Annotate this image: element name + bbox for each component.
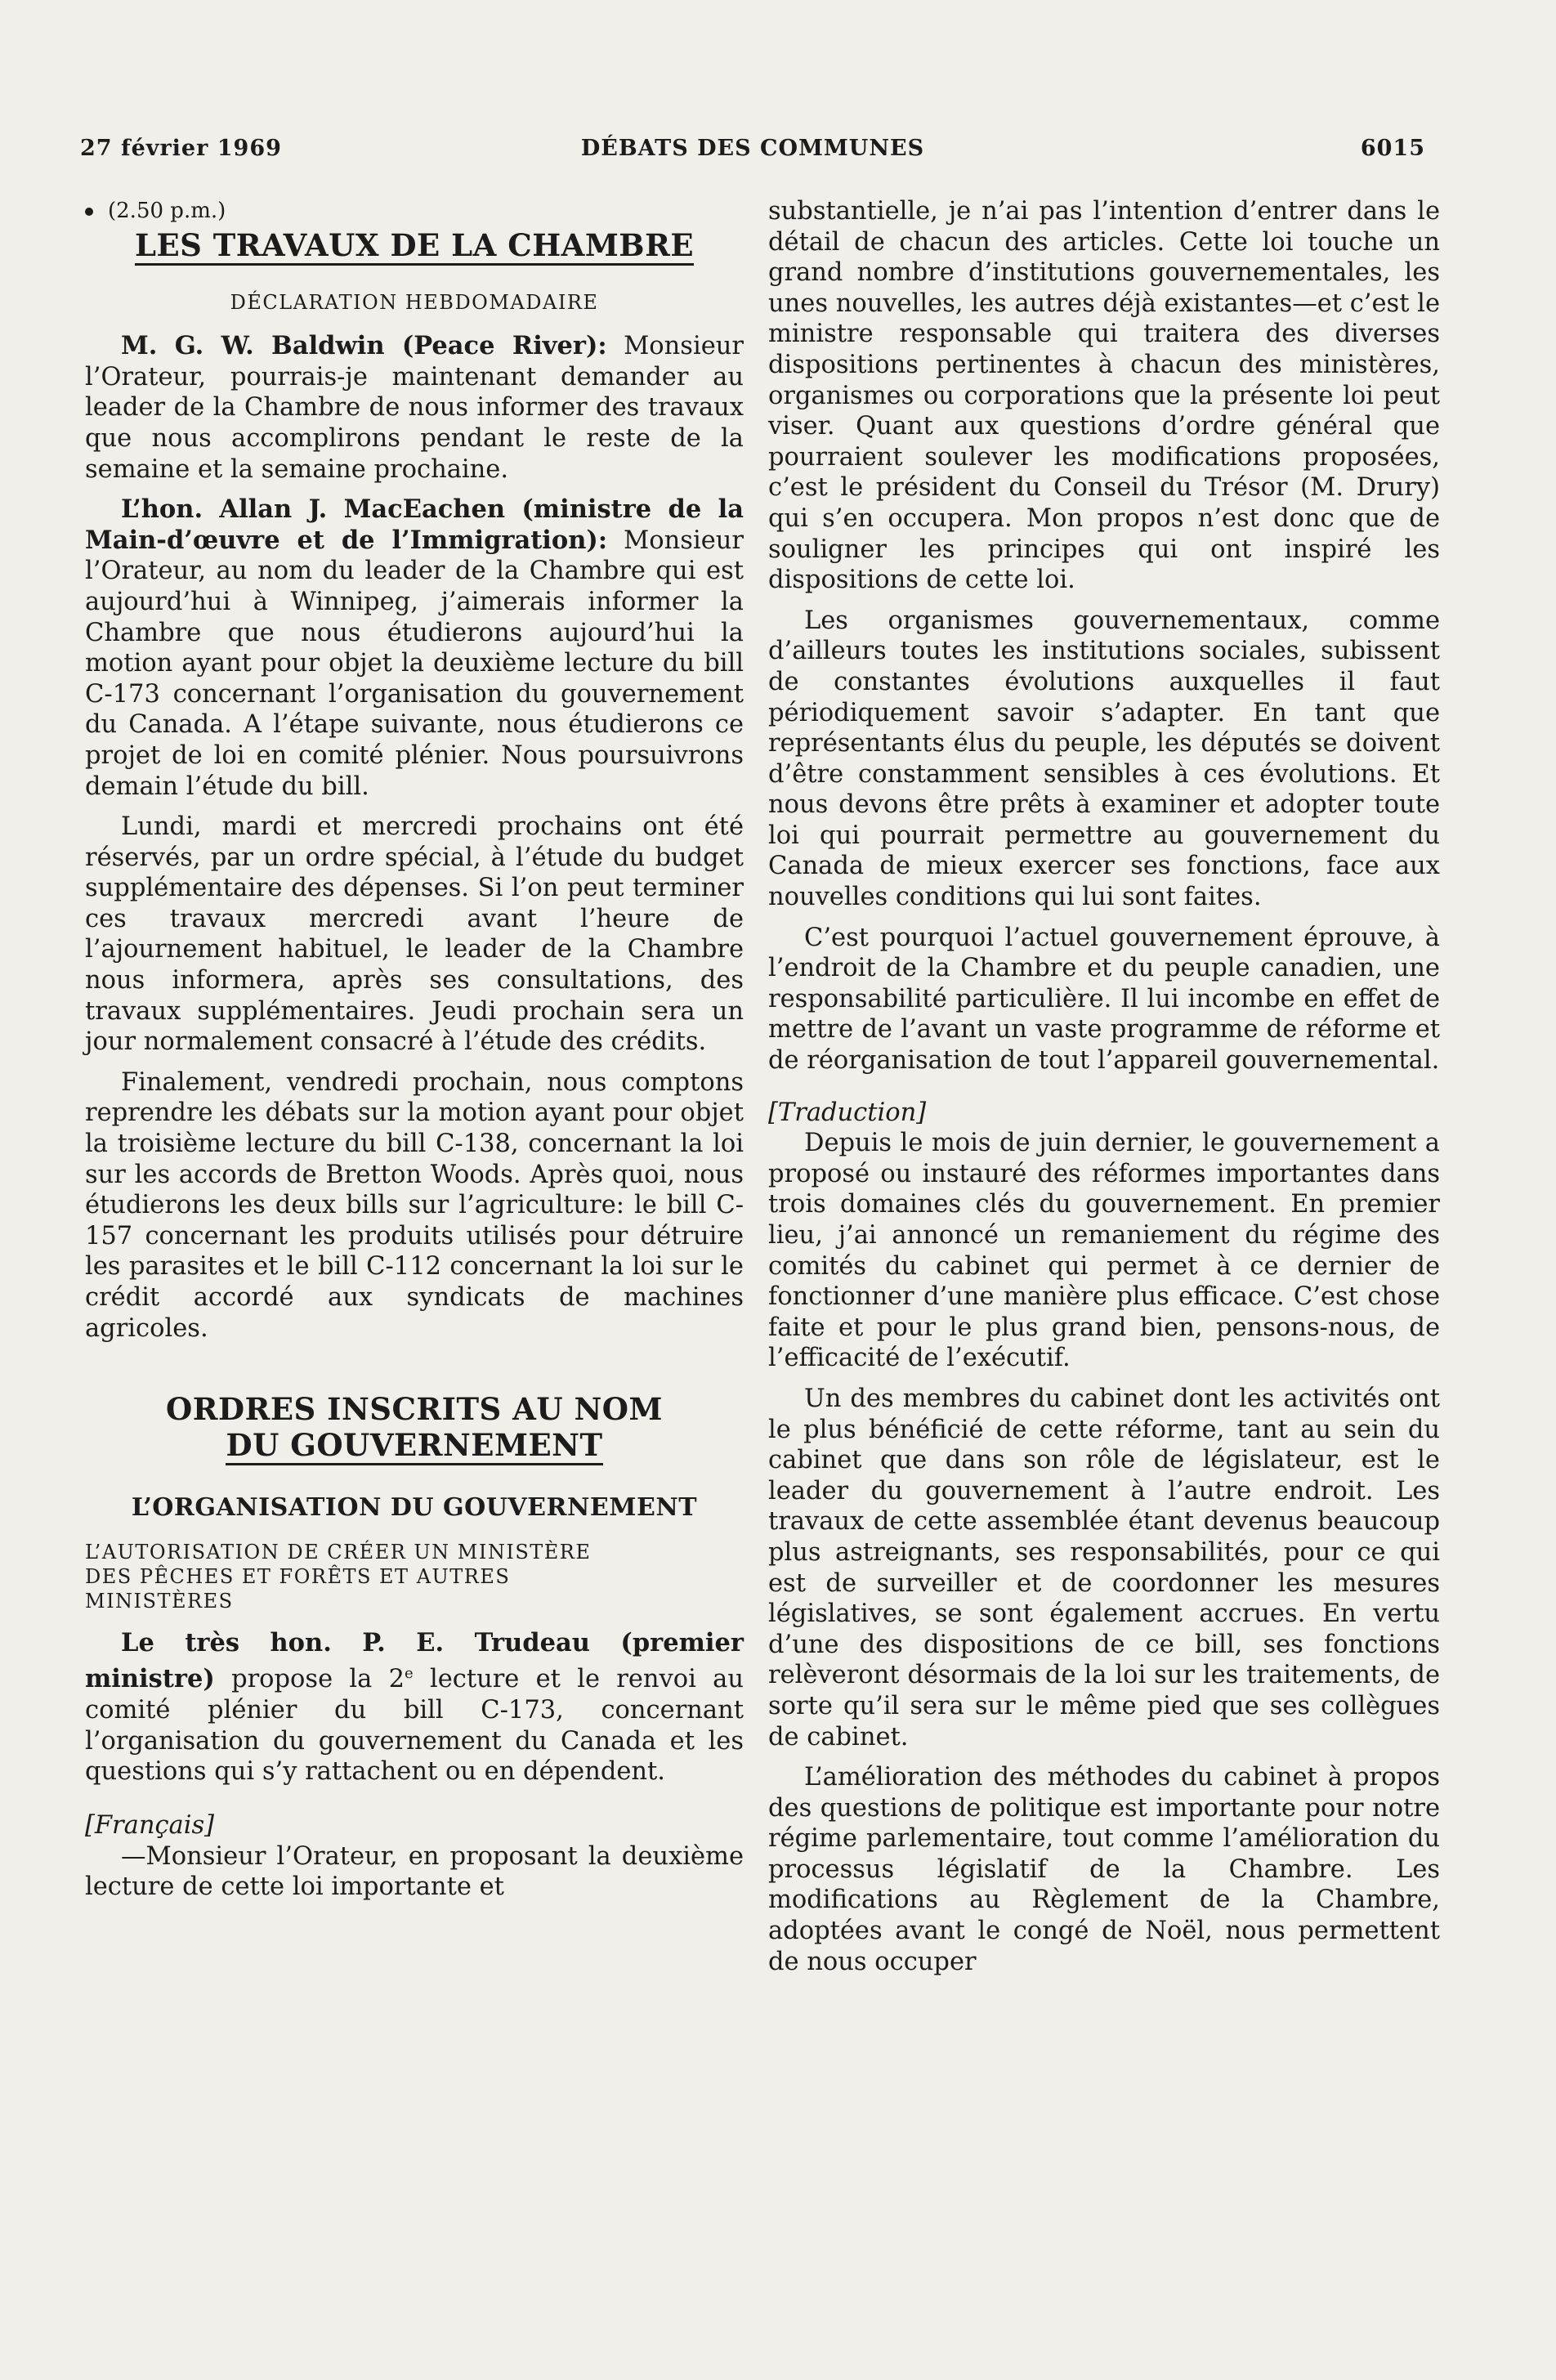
paragraph-lundi: Lundi, mardi et mercredi prochains ont été réservés, par un ordre spécial, à l’étude du budget supplémentaire des dépenses. Si l’on peut terminer ces travaux mercredi avant l’heure de l’ajournement habituel, le leader de la Chambre nous informera, après ses consultations, des travaux supplémentaires. Jeudi prochain sera un jour normalement consacré à l’étude des crédits. (85, 812, 744, 1057)
right-column (768, 196, 1440, 1977)
time-stamp: (2.50 p.m.) (85, 196, 744, 227)
paragraph-finalement: Finalement, vendredi prochain, nous comptons reprendre les débats sur la motion ayant pour objet la troisième lecture du bill C-138, concernant la loi sur les accords de Bretton Woods. Après quoi, nous étudierons les deux bills sur l’agriculture: le bill C-157 concernant les produits utilisés pour détruire les parasites et le bill C-112 concernant la loi sur le crédit accordé aux syndicats de machines agricoles. (85, 1067, 744, 1343)
paragraph-pourquoi: C’est pourquoi l’actuel gouvernement éprouve, à l’endroit de la Chambre et du peuple canadien, une responsabilité particulière. Il lui incombe en effet de mettre de l’avant un vaste programme de réforme et de réorganisation de tout l’appareil gouvernemental. (768, 923, 1440, 1076)
subheading-autorisation: L’AUTORISATION DE CRÉER UN MINISTÈRE DES PÊCHES ET FORÊTS ET AUTRES MINISTÈRES (85, 1540, 592, 1613)
paragraph-substantielle: substantielle, je n’ai pas l’intention d’entrer dans le détail de chacun des articles. Cette loi touche un grand nombre d’institutions gouvernementales, les unes nouvelles, les autres déjà existantes—et c’est le ministre responsable qui traitera des diverses dispositions pertinentes à chacun des ministères, organismes ou corporations que la présente loi peut viser. Quant aux questions d’ordre général que pourraient soulever les modifications proposées, c’est le président du Conseil du Trésor (M. Drury) qui s’en occupera. Mon propos n’est donc que de souligner les principes qui ont inspiré les dispositions de cette loi. (768, 197, 1440, 595)
bullet-icon (85, 208, 93, 216)
language-tag-francais: [Français] (85, 1810, 215, 1840)
paragraph-organismes: Les organismes gouvernementaux, comme d’ailleurs toutes les institutions sociales, subissent de constantes évolutions auxquelles il faut périodiquement savoir s’adapter. En tant que représentants élus du peuple, les députés se doivent d’être constamment sensibles à ces évolutions. Et nous devons être prêts à examiner et adopter toute loi qui pourrait permettre au gouvernement du Canada de mieux exercer ses fonctions, face aux nouvelles conditions qui lui sont faites. (768, 606, 1440, 912)
language-tag-traduction: [Traduction] (768, 1098, 927, 1127)
header-date: 27 février 1969 (80, 136, 282, 161)
paragraph-baldwin: M. G. W. Baldwin (Peace River): Monsieur l’Orateur, pourrais-je maintenant demander au leader de la Chambre de nous informer des travaux que nous accomplirons pendant le reste de la semaine et la semaine prochaine. (85, 331, 744, 484)
paragraph-membres: Un des membres du cabinet dont les activités ont le plus bénéficié de cette réforme, tant au sein du cabinet que dans son rôle de législateur, est le leader du gouvernement à l’autre endroit. Les travaux de cette assemblée étant devenus beaucoup plus astreignants, ses responsabilités, pour ce qui est de surveiller et de coordonner les mesures législatives, se sont également accrues. En vertu d’une des dispositions de ce bill, ses fonctions relèveront désormais de la loi sur les traitements, de sorte qu’il sera sur le même pied que ses collègues de cabinet. (768, 1384, 1440, 1751)
paragraph-monsieur: —Monsieur l’Orateur, en proposant la deuxième lecture de cette loi importante et (85, 1841, 744, 1902)
paragraph-amelioration: L’amélioration des méthodes du cabinet à propos des questions de politique est importante pour notre régime parlementaire, tout comme l’amélioration du processus législatif de la Chambre. Les modifications au Règlement de la Chambre, adoptées avant le congé de Noël, nous permettent de nous occuper (768, 1763, 1440, 1976)
paragraph-maceachen: L’hon. Allan J. MacEachen (ministre de la Main-d’œuvre et de l’Immigration): Monsieur l’Orateur, au nom du leader de la Chambre qui est aujourd’hui à Winnipeg, j’aimerais informer la Chambre que nous étudierons aujourd’hui la motion ayant pour objet la deuxième lecture du bill C-173 concernant l’organisation du gouvernement du Canada. A l’étape suivante, nous étudierons ce projet de loi en comité plénier. Nous poursuivrons demain l’étude du bill. (85, 494, 744, 801)
section-heading-ordres: ORDRES INSCRITS AU NOM DU GOUVERNEMENT (85, 1391, 744, 1463)
paragraph-depuis: Depuis le mois de juin dernier, le gouvernement a proposé ou instauré des réformes importantes dans trois domaines clés du gouvernement. En premier lieu, j’ai annoncé un remaniement du régime des comités du cabinet qui permet à ce dernier de fonctionner d’une manière plus efficace. C’est chose faite et pour le plus grand bien, pensons-nous, de l’efficacité de l’exécutif. (768, 1129, 1440, 1373)
header-title: DÉBATS DES COMMUNES (580, 136, 925, 161)
speaker-maceachen: L’hon. Allan J. MacEachen (ministre de la Main-d’œuvre et de l’Immigration): (85, 494, 744, 555)
left-column (85, 196, 744, 1903)
page-header (80, 136, 1425, 168)
paragraph-trudeau: Le très hon. P. E. Trudeau (premier ministre) propose la 2e lecture et le renvoi au comité plénier du bill C-173, concernant l’organisation du gouvernement du Canada et les questions qui s’y rattachent ou en dépendent. (85, 1627, 744, 1787)
speaker-trudeau: Le très hon. P. E. Trudeau (premier ministre) (85, 1627, 744, 1694)
section-heading-travaux: LES TRAVAUX DE LA CHAMBRE (85, 227, 744, 263)
speaker-baldwin: M. G. W. Baldwin (Peace River): (121, 331, 607, 361)
subheading-declaration: DÉCLARATION HEBDOMADAIRE (230, 290, 599, 314)
section-heading-organisation: L’ORGANISATION DU GOUVERNEMENT (131, 1493, 698, 1523)
header-page-number: 6015 (1360, 136, 1425, 161)
